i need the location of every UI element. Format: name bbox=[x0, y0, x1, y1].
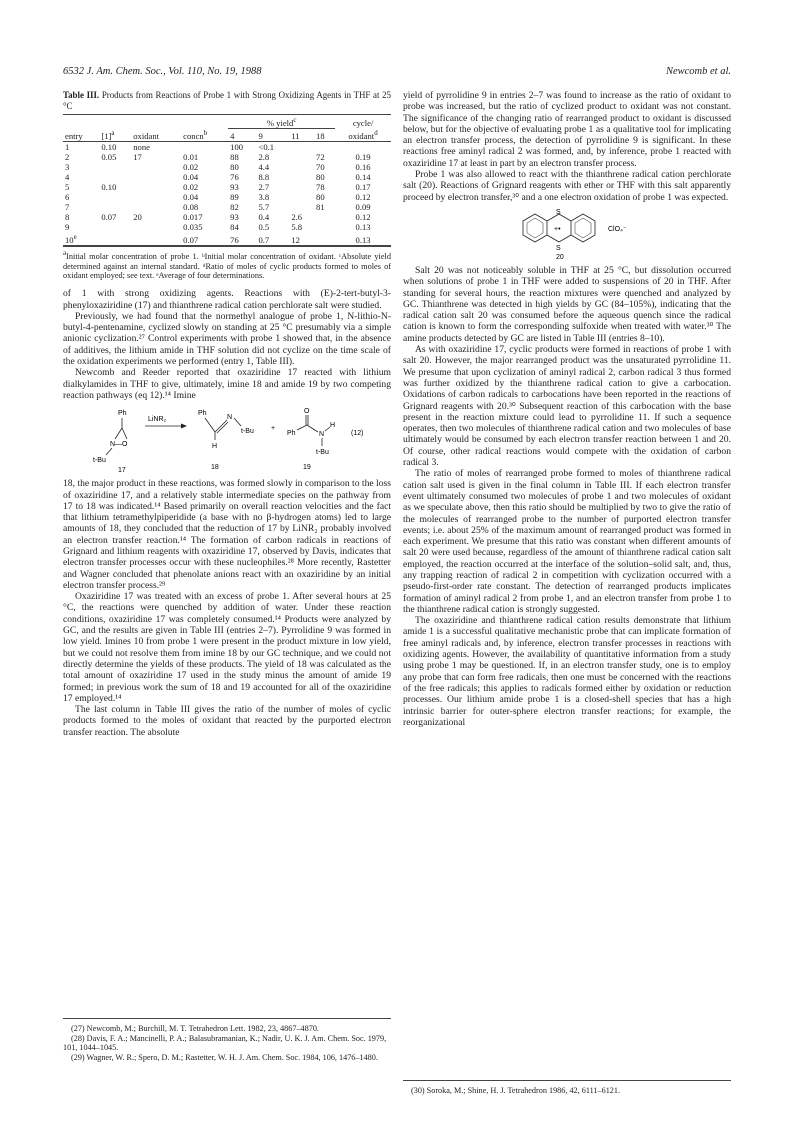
scheme-drawing bbox=[63, 406, 391, 472]
table-cell: 0.14 bbox=[355, 172, 371, 183]
table-cell: 2.7 bbox=[258, 182, 270, 193]
table-cell: 88 bbox=[230, 152, 239, 163]
table-cell bbox=[99, 232, 131, 245]
col-group-yield: % yield$^c$ bbox=[228, 115, 335, 129]
paragraph: The ratio of moles of rearranged probe formed to moles of thianthrene radical cation salt used is given in the final column in Table III. If each electron transfer event ultimately consumed two molecules of probe 1 and two molecules of oxidant as we speculate above, then this ratio should be multiplied by two to give the ratio of the molecules of rearranged probe to the number of purported electron transfer events; i.e. about 25% of the maximum amount of rearranged product was formed in each experiment. We presume that this ratio was constant when different amounts of salt 20 were used because, regardless of the amount of thianthrene radical cation salt employed, the reaction occurred at the interface of the solution–solid salt, and, thus, any trapping reaction of radical 2 in competition with cyclization occurred with a pseudo-first-order rate constant. The detection of rearranged products implicates formation of aminyl radical 2 from probe 1, and an electron transfer from probe 1 to the thianthrene radical cation is strongly suggested. bbox=[403, 468, 731, 615]
table-cell: 0.08 bbox=[183, 202, 199, 213]
scheme-ph-19: Ph bbox=[287, 430, 296, 438]
table-cell: 1 bbox=[65, 142, 70, 153]
col-header-probe-conc: $[1]^a$ bbox=[99, 128, 131, 141]
table-cell: 72 bbox=[316, 152, 325, 163]
table-cell: 0.5 bbox=[258, 222, 270, 233]
table-cell: 9 bbox=[65, 222, 70, 233]
col-header-oxidant-ratio: oxidant$^d$ bbox=[335, 128, 391, 141]
paragraph: Previously, we had found that the normethyl analogue of probe 1, N-lithio-N-butyl-4-pentenamine, cyclized slowly on standing at 25 °C presumably via a simple anionic cyclization.²⁷ Control experiments with probe 1 showed that, in the absence of additives, the lithium amide in THF solution did not cyclize on the time scale of the oxidation experiments we performed (entry 1, Table III). bbox=[63, 310, 391, 368]
table-caption-text: Products from Reactions of Probe 1 with Strong Oxidizing Agents in THF at 25 °C bbox=[63, 90, 391, 111]
table-cell bbox=[289, 192, 314, 202]
table-cell: 93 bbox=[230, 182, 239, 193]
table-cell bbox=[314, 142, 335, 153]
table-cell: 20 bbox=[133, 212, 142, 223]
table-cell: 12 bbox=[289, 232, 314, 245]
table-cell: 6 bbox=[65, 192, 70, 203]
table-cell bbox=[289, 182, 314, 192]
table-cell bbox=[314, 212, 335, 222]
table-row bbox=[63, 142, 391, 153]
col-header-18: 18 bbox=[314, 128, 335, 141]
table-cell bbox=[131, 222, 181, 232]
table-cell: 5 bbox=[65, 182, 70, 193]
paragraph: The oxaziridine and thianthrene radical cation results demonstrate that lithium amide 1 is a successful qualitative mechanistic probe that can implicate formation of free aminyl radicals and, by inference, electron transfer processes in reactions with oxidizing agents. However, the availability of quantitative information from a study using probe 1 may be questioned. If, in an electron transfer study, one is to employ any probe that can form free radicals, then one must be concerned with the reactions of the free radicals; this applies to radicals formed either by oxidation or reduction processes. Our lithium amide probe 1 is a closed-shell species that has a high intrinsic barrier for outer-sphere electron transfer reactions; for example, the reorganizational bbox=[403, 615, 731, 728]
table-cell: 0.7 bbox=[256, 232, 289, 245]
scheme-n-18: N bbox=[227, 414, 233, 422]
reference-item: (28) Davis, F. A.; Mancinelli, P. A.; Balasubramanian, K.; Nadir, U. K. J. Am. Chem. Soc. 1979, 101, 1044–1045. bbox=[63, 1033, 387, 1053]
table-cell bbox=[335, 142, 391, 153]
table-cell: 0.09 bbox=[355, 202, 371, 213]
table-cell: 7 bbox=[65, 202, 70, 213]
scheme-reagent: LiNR₂ bbox=[148, 416, 167, 424]
references-left bbox=[63, 1018, 391, 1062]
table-cell bbox=[99, 172, 131, 182]
table-cell: 8.8 bbox=[258, 172, 270, 183]
table-cell bbox=[131, 172, 181, 182]
table-cell: 84 bbox=[230, 222, 239, 233]
scheme-ph-17: Ph bbox=[118, 410, 127, 418]
paragraph: Salt 20 was not noticeably soluble in THF at 25 °C, but dissolution occurred when solutions of probe 1 in THF were added to suspensions of 20 in THF. After standing for several hours, the reaction mixtures were quenched and analyzed by GC. Thianthrene was detected in high yields by GC (84–105%), indicating that the radical cation salt 20 was consumed before the aqueous quench since the radical cation is known to form the corresponding sulfoxide when treated with water.³⁰ The amine products detected by GC are listed in Table III (entries 8–10). bbox=[403, 264, 731, 344]
table-cell: 0.13 bbox=[335, 232, 391, 245]
compound-label-20: 20 bbox=[556, 253, 564, 259]
scheme-tbu-17: t-Bu bbox=[93, 457, 106, 465]
table-cell: 0.035 bbox=[183, 222, 203, 233]
table-cell bbox=[99, 192, 131, 202]
right-column bbox=[403, 90, 731, 728]
table-cell: 76 bbox=[228, 232, 256, 245]
table-cell: 0.01 bbox=[183, 152, 199, 163]
thianthrene-structure bbox=[403, 209, 731, 259]
scheme-n-o: N—O bbox=[110, 441, 128, 449]
scheme-plus: + bbox=[271, 425, 276, 433]
table-cell: 3.8 bbox=[258, 192, 270, 203]
scheme-h-19: H bbox=[330, 422, 336, 430]
table-cell bbox=[131, 232, 181, 245]
paragraph: As with oxaziridine 17, cyclic products were formed in reactions of probe 1 with salt 20. However, the major rearranged product was the unsaturated pyrrolidine 11. We presume that upon cyclization of aminyl radical 2, carbon radical 3 thus formed was further oxidized by the thianthrene radical cation to give a carbocation. Oxidations of carbon radicals to carbocations have been reported in the reactions of Grignard reagents with 20.³⁰ Subsequent reaction of this carbocation with the base present in the reaction mixture could lead to pyrrolidine 11. If such a sequence operates, then two molecules of thianthrene radical cation and two molecules of base ultimately would be consumed by each electron transfer reaction between 1 and 20. Of course, other radical reactions would compete with the oxidation of carbon radical 3. bbox=[403, 344, 731, 469]
table-cell: 78 bbox=[316, 182, 325, 193]
table-cell: 0.04 bbox=[183, 192, 199, 203]
table-cell bbox=[289, 162, 314, 172]
equation-number: (12) bbox=[351, 430, 364, 438]
thianthrene-drawing bbox=[403, 209, 731, 259]
table-caption bbox=[63, 90, 391, 111]
paragraph: of 1 with strong oxidizing agents. Reactions with (E)-2-tert-butyl-3-phenyloxaziridine (17) and thianthrene radical cation perchlorate salt were studied. bbox=[63, 288, 391, 311]
table-row bbox=[63, 192, 391, 202]
table-cell bbox=[131, 182, 181, 192]
paragraph: yield of pyrrolidine 9 in entries 2–7 was found to increase as the ratio of oxidant to probe was increased, but the ratio of cyclized product to oxidant was not constant. The significance of the changing ratio of rearranged product to oxidant is discussed below, but for the objective of evaluating probe 1 as a qualitative tool for implicating an electron transfer process, the detection of pyrrolidine 9 is significant. In these reactions free aminyl radical 2 was formed, and, by inference, probe 1 reacted with oxaziridine 17 at least in part by an electron transfer process. bbox=[403, 90, 731, 169]
table-cell: 0.10 bbox=[101, 182, 117, 193]
compound-label-17: 17 bbox=[118, 467, 126, 473]
table-cell: 93 bbox=[230, 212, 239, 223]
results-table bbox=[63, 114, 391, 246]
table-cell: 4 bbox=[65, 172, 70, 183]
col-header-entry: entry bbox=[63, 128, 99, 141]
table-row bbox=[63, 222, 391, 232]
table-cell bbox=[131, 192, 181, 202]
references-right bbox=[403, 1080, 731, 1096]
table-header-row bbox=[63, 128, 391, 141]
table-cell: 0.19 bbox=[355, 152, 371, 163]
table-row bbox=[63, 152, 391, 162]
table-footnotes: $^a$Initial molar concentration of probe 1. ᵇInitial molar concentration of oxidant. ᶜAbsolute yield determined against an internal standard. ᵈRatio of moles of cyclic products formed to moles of oxidant employed; see text. ᵉAverage of four determinations. bbox=[63, 246, 391, 281]
scheme-h-18: H bbox=[212, 443, 218, 451]
table-cell: 0.02 bbox=[183, 162, 199, 173]
table-cell bbox=[314, 232, 335, 245]
table-row bbox=[63, 172, 391, 182]
table-cell: 0.12 bbox=[355, 212, 371, 223]
table-cell bbox=[289, 202, 314, 212]
table-caption-label: Table III. bbox=[63, 90, 100, 100]
table-cell bbox=[289, 172, 314, 182]
table-cell: 89 bbox=[230, 192, 239, 203]
table-cell bbox=[289, 142, 314, 153]
table-cell: 0.16 bbox=[355, 162, 371, 173]
table-cell: 76 bbox=[230, 172, 239, 183]
thianthrene-charge: +• bbox=[554, 225, 561, 233]
col-header-concn: concn$^b$ bbox=[181, 128, 228, 141]
col-header-oxidant: oxidant bbox=[131, 128, 181, 141]
table-cell: <0.1 bbox=[258, 142, 275, 153]
reference-item: (30) Soroka, M.; Shine, H. J. Tetrahedron 1986, 42, 6111–6121. bbox=[411, 1086, 621, 1095]
col-header-11: 11 bbox=[289, 128, 314, 141]
table-cell: 80 bbox=[316, 192, 325, 203]
table-cell: 70 bbox=[316, 162, 325, 173]
paragraph: Newcomb and Reeder reported that oxaziridine 17 reacted with lithium dialkylamides in THF to give, ultimately, imine 18 and amide 19 by two competing reaction pathways (eq 12).¹⁴ Imine bbox=[63, 367, 391, 401]
table-cell: 0.05 bbox=[101, 152, 117, 163]
table-cell: 0.07 bbox=[101, 212, 117, 223]
table-cell: 5.8 bbox=[291, 222, 303, 233]
table-cell: 10e bbox=[63, 232, 99, 245]
table-cell bbox=[131, 202, 181, 212]
scheme-tbu-19: t-Bu bbox=[316, 449, 329, 457]
table-cell: 2.8 bbox=[258, 152, 270, 163]
table-cell: 2 bbox=[65, 152, 70, 163]
table-cell bbox=[99, 202, 131, 212]
scheme-n-19: N bbox=[319, 431, 325, 439]
table-row bbox=[63, 232, 391, 245]
table-cell: 81 bbox=[316, 202, 325, 213]
table-cell: 0.10 bbox=[101, 142, 117, 153]
table-cell: 8 bbox=[65, 212, 70, 223]
running-header-right: Newcomb et al. bbox=[665, 66, 731, 77]
table-body bbox=[63, 142, 391, 246]
table-cell: 80 bbox=[316, 172, 325, 183]
table-cell bbox=[289, 152, 314, 162]
paragraph: Oxaziridine 17 was treated with an excess of probe 1. After several hours at 25 °C, the reactions were quenched by addition of water. Under these reaction conditions, oxaziridine 17 was completely consumed.¹⁴ Products were analyzed by GC, and the results are given in Table III (entries 2–7). Pyrrolidine 9 was formed in low yield. Imines 10 from probe 1 were present in the product mixture in low yield, but we could not resolve them from imine 18 by our GC technique, and we could not directly determine the yields of these products. The yield of 18 was calculated as the total amount of oxaziridine 17 used in the study minus the amount of amide 19 formed; in previous work the sum of 18 and 19 accounted for all of the oxaziridine 17 employed.¹⁴ bbox=[63, 591, 391, 704]
table-cell-footnote-mark: e bbox=[73, 233, 77, 242]
counterion: ClO₄⁻ bbox=[608, 225, 627, 233]
scheme-ph-18: Ph bbox=[198, 410, 207, 418]
compound-label-18: 18 bbox=[211, 464, 219, 472]
paragraph: Probe 1 was also allowed to react with the thianthrene radical cation perchlorate salt (20). Reactions of Grignard reagents with ether or THF with this salt apparently proceed by electron transfer,³⁰ and a one electron oxidation of probe 1 was expected. bbox=[403, 169, 731, 203]
paragraph: The last column in Table III gives the ratio of the number of moles of cyclic products formed to the moles of oxidant that reacted by the purported electron transfer reaction. The absolute bbox=[63, 704, 391, 738]
paragraph: 18, the major product in these reactions, was formed slowly in comparison to the loss of oxaziridine 17, and a relatively stable intermediate species on the pathway from 17 to 18 was indicated.¹⁴ Based primarily on overall reaction velocities and the fact that lithium tetramethylpiperidide (a base with no β-hydrogen atoms) led to large amounts of 18, they concluded that the reduction of 17 by LiNR₂ probably involved an electron transfer reaction.¹⁴ The formation of carbon radicals in reactions of Grignard and lithium reagents with oxaziridine 17, observed by Davis, indicates that electron transfer processes occur with these nucleophiles.²⁸ More recently, Rastetter and Wagner concluded that phenolate anions react with an oxaziridine by an initial electron transfer process.²⁹ bbox=[63, 478, 391, 591]
table-row bbox=[63, 182, 391, 192]
col-header-cycle: cycle/ bbox=[335, 115, 391, 129]
table-cell: 0.04 bbox=[183, 172, 199, 183]
col-header-4: 4 bbox=[228, 128, 256, 141]
compound-label-19: 19 bbox=[303, 464, 311, 472]
left-column bbox=[63, 90, 391, 738]
table-cell: 100 bbox=[230, 142, 244, 153]
table-cell bbox=[314, 222, 335, 232]
table-cell: 0.17 bbox=[355, 182, 371, 193]
table-cell: 0.02 bbox=[183, 182, 199, 193]
table-cell: 0.017 bbox=[183, 212, 203, 223]
thianthrene-s-bottom: S bbox=[556, 244, 561, 252]
table-cell: 82 bbox=[230, 202, 239, 213]
scheme-o-19: O bbox=[304, 408, 310, 416]
table-cell: 3 bbox=[65, 162, 70, 173]
table-cell: 0.07 bbox=[181, 232, 228, 245]
table-cell: none bbox=[133, 142, 150, 153]
table-cell: 0.4 bbox=[258, 212, 270, 223]
reference-item: (27) Newcomb, M.; Burchill, M. T. Tetrahedron Lett. 1982, 23, 4867–4870. bbox=[71, 1024, 319, 1033]
table-row bbox=[63, 202, 391, 212]
scheme-tbu-18: t-Bu bbox=[241, 428, 254, 436]
table-cell: 0.13 bbox=[355, 222, 371, 233]
table-cell: 2.6 bbox=[291, 212, 303, 223]
table-cell bbox=[181, 142, 228, 153]
table-cell bbox=[99, 222, 131, 232]
col-header-9: 9 bbox=[256, 128, 289, 141]
reaction-scheme-eq12 bbox=[63, 406, 391, 472]
running-header-left: 6532 J. Am. Chem. Soc., Vol. 110, No. 19, 1988 bbox=[63, 66, 262, 77]
table-cell: 4.4 bbox=[258, 162, 270, 173]
table-cell bbox=[99, 162, 131, 172]
table-cell bbox=[131, 162, 181, 172]
table-cell: 80 bbox=[230, 162, 239, 173]
table-cell: 0.12 bbox=[355, 192, 371, 203]
reference-item: (29) Wagner, W. R.; Spero, D. M.; Rastetter, W. H. J. Am. Chem. Soc. 1984, 106, 1476–1480. bbox=[71, 1052, 378, 1062]
table-row bbox=[63, 162, 391, 172]
table-cell: 5.7 bbox=[258, 202, 270, 213]
thianthrene-s-top: S bbox=[556, 208, 561, 216]
table-row bbox=[63, 212, 391, 222]
table-cell: 17 bbox=[133, 152, 142, 163]
